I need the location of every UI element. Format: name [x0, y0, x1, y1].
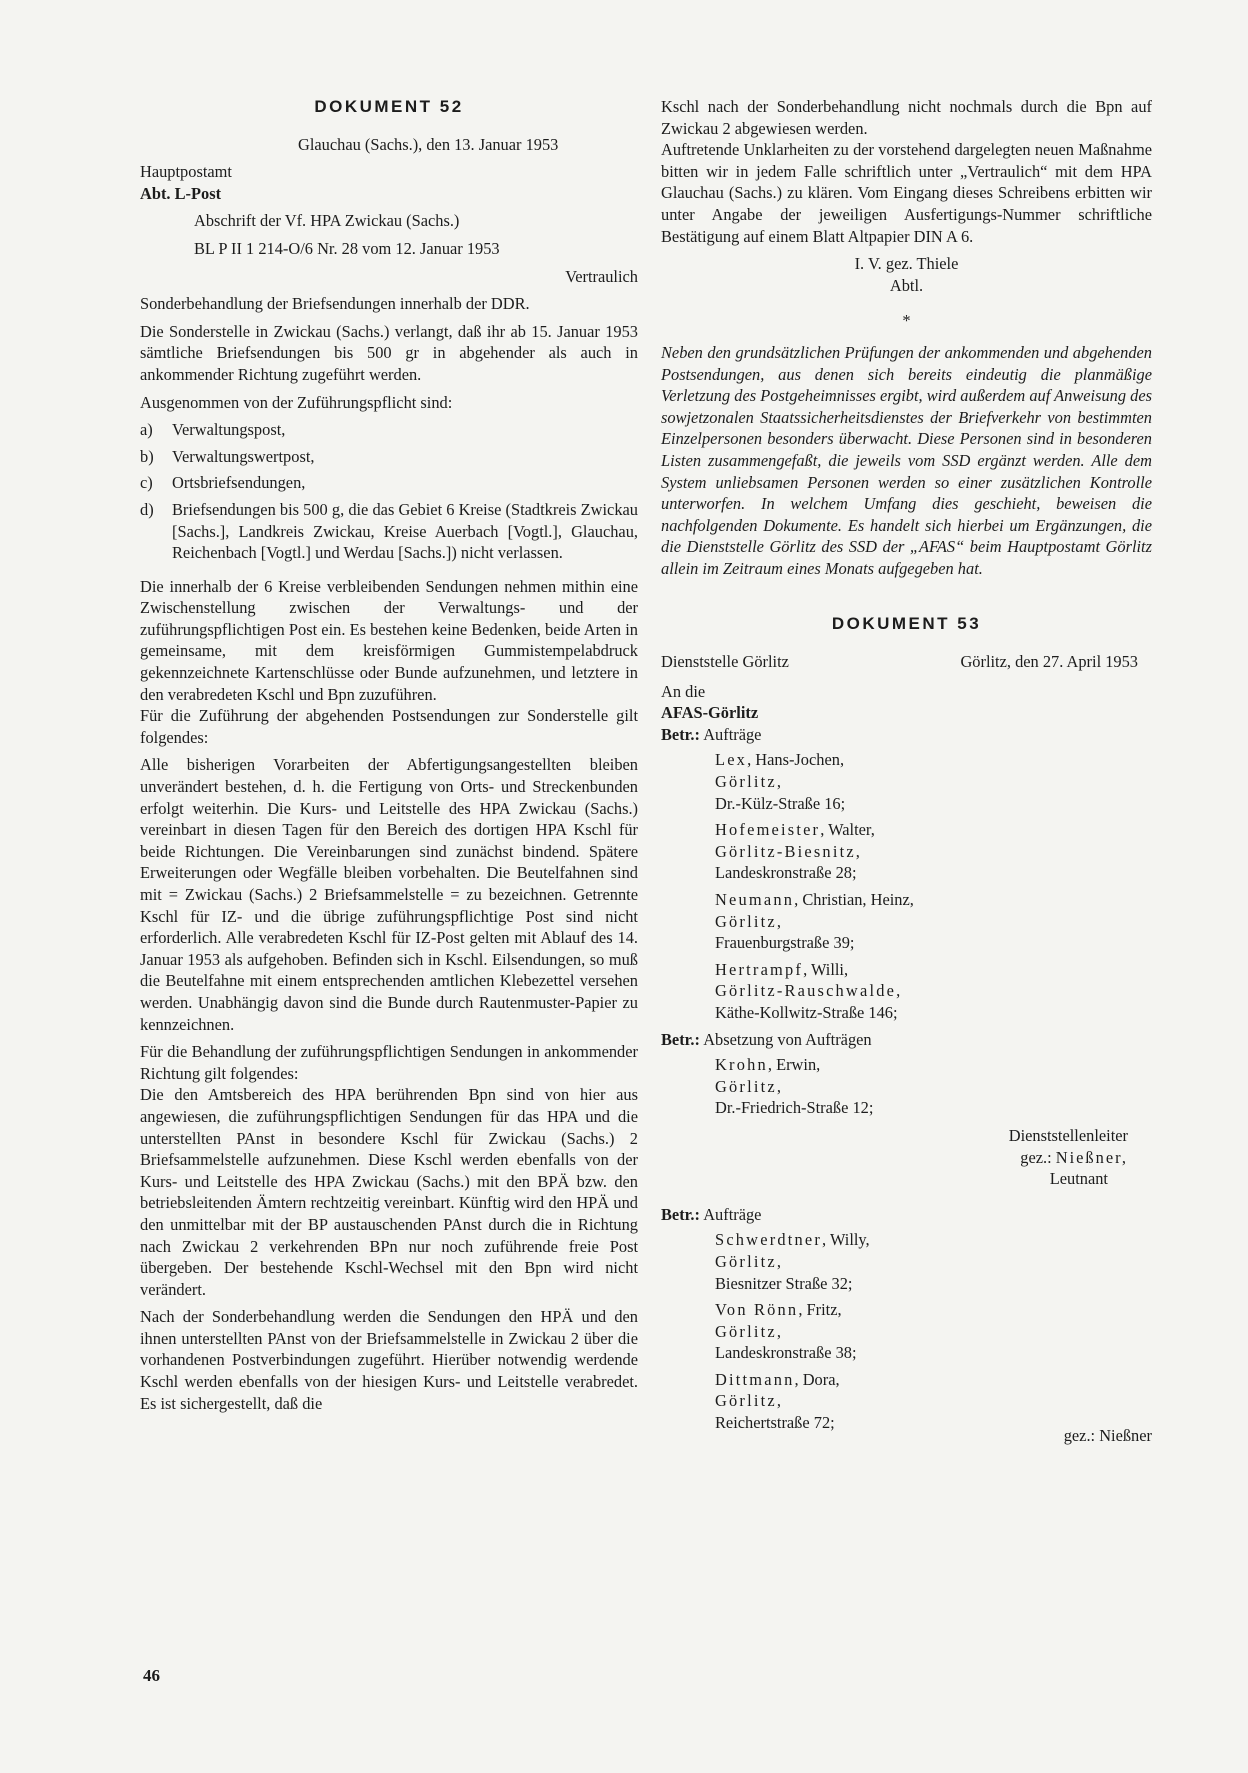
signature-line: I. V. gez. Thiele — [854, 254, 959, 274]
person-city: Görlitz, — [715, 1321, 784, 1341]
paragraph: Kschl nach der Sonderbehandlung nicht nochmals durch die Bpn auf Zwickau 2 abgewiesen werden. — [661, 97, 1152, 138]
separator-star: * — [902, 311, 911, 331]
address-recipient: AFAS-Görlitz — [661, 703, 759, 723]
person-city: Görlitz, — [715, 1251, 784, 1271]
list-item — [140, 499, 638, 564]
person-surname: Schwerdtner — [715, 1230, 823, 1250]
paragraph: Für die Behandlung der zuführungspflichtigen Sendungen in ankommender Richtung gilt folgendes: — [140, 1042, 638, 1083]
copy-line: Abschrift der Vf. HPA Zwickau (Sachs.) — [194, 211, 460, 231]
document-53-header — [661, 651, 1152, 673]
paragraph: Die Sonderstelle in Zwickau (Sachs.) verlangt, daß ihr ab 15. Januar 1953 sämtliche Briefsendungen bis 500 gr in abgehender als auch in ankommender Richtung zugeführt werden. — [140, 321, 638, 384]
subject-line — [661, 1029, 1152, 1051]
person-list — [661, 1054, 1152, 1119]
person-surname: Lex — [715, 750, 748, 770]
reference-line: BL P II 1 214-O/6 Nr. 28 vom 12. Januar 1953 — [194, 238, 500, 258]
subject-label: Betr.: — [661, 1204, 700, 1224]
list-item-text: Briefsendungen bis 500 g, die das Gebiet 6 Kreise (Stadtkreis Zwickau [Sachs.], Landkreis Zwickau, Kreise Auerbach [Vogtl.], Glauchau, Reichenbach [Vogtl.] und Werdau [Sachs.]) nicht verlassen. — [172, 499, 638, 563]
person-street: Biesnitzer Straße 32; — [715, 1273, 853, 1293]
exceptions-intro: Ausgenommen von der Zuführungspflicht sind: — [140, 392, 453, 412]
person-street: Landeskronstraße 38; — [715, 1343, 857, 1363]
signature-name: Nießner, — [1055, 1147, 1128, 1167]
list-item-text: Verwaltungspost, — [172, 420, 286, 440]
person-city: Görlitz, — [715, 911, 784, 931]
person-city: Görlitz, — [715, 1391, 784, 1411]
person-street: Reichertstraße 72; — [715, 1413, 835, 1433]
subject-text: Aufträge — [703, 724, 762, 744]
person-surname: Hofemeister — [715, 820, 821, 840]
list-item-label: b) — [140, 446, 154, 466]
list-item-text: Ortsbriefsendungen, — [172, 473, 306, 493]
paragraph: Nach der Sonderbehandlung werden die Sendungen den HPÄ und den ihnen unterstellten PAnst von der Briefsammelstelle in Zwickau 2 über die vorhandenen Postverbindungen zugeführt. Hierüber notwendig werdende Kschl werden ebenfalls von der hiesigen Kurs- und Leitstelle verabredet. Es ist sichergestellt, daß die — [140, 1307, 638, 1413]
document-53-heading: DOKUMENT 53 — [831, 614, 982, 634]
person-list — [661, 749, 1152, 1023]
list-item — [140, 472, 638, 494]
person-given-name: , Hans-Jochen, — [747, 750, 845, 770]
paragraph: Die innerhalb der 6 Kreise verbleibenden Sendungen nehmen mithin eine Zwischenstellung zwischen der Verwaltungs- und der zuführungspflichtigen Post ein. Es bestehen keine Bedenken, beide Arten in gemeinsame, mit dem kreisförmigen Gummistempelabdruck gekennzeichnete Kartenschlüsse oder Bunde aufzunehmen, und letztere in den verabredeten Kschl und Bpn zuzuführen. — [140, 576, 638, 704]
person-name — [715, 1299, 1152, 1321]
subject: Sonderbehandlung der Briefsendungen innerhalb der DDR. — [140, 294, 530, 314]
person-name — [715, 1054, 1152, 1076]
person-name — [715, 749, 1152, 771]
person-city: Görlitz, — [715, 1076, 784, 1096]
signature-block — [661, 1125, 1152, 1190]
person-entry — [661, 1054, 1152, 1119]
paragraph: Die den Amtsbereich des HPA berührenden Bpn sind von hier aus angewiesen, die zuführungspflichtigen Sendungen für das HPA und die unterstellten PAnst in besondere Kschl für Zwickau (Sachs.) 2 Briefsammelstelle aufzunehmen. Diese Kschl werden ebenfalls von der Kurs- und Leitstelle des HPA Zwickau (Sachs.) mit den BPÄ bzw. den betriebsleitenden Ämtern rechtzeitig vereinbart. Künftig wird den HPÄ und den unmittelbar mit der BP austauschenden PAnst durch die in Richtung nach Zwickau 2 verkehrenden BPn nur noch zuführende freie Post übergeben. Der bestehende Kschl-Wechsel mit den Bpn wird nicht verändert. — [140, 1085, 638, 1299]
person-name — [715, 1229, 1152, 1251]
sender-department: Abt. L-Post — [140, 183, 222, 203]
subject-label: Betr.: — [661, 1029, 700, 1049]
left-column — [140, 96, 638, 1420]
person-given-name: , Willi, — [803, 959, 849, 979]
list-item-label: c) — [140, 473, 153, 493]
person-city: Görlitz, — [715, 772, 784, 792]
person-entry — [661, 819, 1152, 884]
person-given-name: , Dora, — [794, 1369, 840, 1389]
person-street: Landeskronstraße 28; — [715, 863, 857, 883]
person-surname: Von Rönn — [715, 1300, 799, 1320]
list-item-label: d) — [140, 499, 154, 519]
subject-line — [661, 1204, 1152, 1226]
signature-rank: Leutnant — [1049, 1169, 1108, 1189]
list-item-label: a) — [140, 420, 153, 440]
person-given-name: , Fritz, — [798, 1300, 842, 1320]
person-name — [715, 889, 1152, 911]
subject-line — [661, 724, 1152, 746]
document-53-sender: Dienststelle Görlitz — [661, 652, 789, 672]
person-entry — [661, 889, 1152, 954]
editorial-comment: Neben den grundsätzlichen Prüfungen der ankommenden und abgehenden Postsendungen, aus denen sich bereits eindeutig die planmäßige Verletzung des Postgeheimnisses ergibt, wird außerdem auf Anweisung des sowjetzonalen Staatssicherheitsdienstes der Briefverkehr von bestimmten Einzelpersonen besonders überwacht. Diese Personen sind in besonderen Listen zusammengefaßt, die jeweils vom SSD ergänzt werden. Alle dem System unliebsamen Personen werden so einer zusätzlichen Kontrolle unterworfen. In welchem Umfang dies geschieht, beweisen die nachfolgenden Dokumente. Es handelt sich hierbei um Ergänzungen, die die Dienststelle Görlitz des SSD der „AFAS“ beim Hauptpostamt Görlitz allein im Zeitraum eines Monats aufgegeben hat. — [661, 342, 1152, 578]
person-entry — [661, 749, 1152, 814]
person-given-name: , Walter, — [820, 820, 875, 840]
subject-label: Betr.: — [661, 724, 700, 744]
person-street: Dr.-Külz-Straße 16; — [715, 793, 846, 813]
person-surname: Neumann — [715, 890, 795, 909]
signature-department: Abtl. — [889, 275, 924, 295]
list-item — [140, 446, 638, 468]
person-entry — [661, 959, 1152, 1024]
person-name — [715, 959, 1152, 981]
person-given-name: , Erwin, — [767, 1055, 821, 1075]
person-surname: Krohn — [715, 1055, 768, 1075]
person-street: Frauenburgstraße 39; — [715, 933, 855, 953]
signature-gez: gez.: — [1020, 1147, 1052, 1167]
document-52-heading: DOKUMENT 52 — [314, 97, 464, 116]
person-entry — [661, 1299, 1152, 1364]
signature-title: Dienststellenleiter — [1008, 1125, 1128, 1145]
paragraph: Alle bisherigen Vorarbeiten der Abfertigungsangestellten bleiben unverändert bestehen, d. h. die Fertigung von Orts- und Streckenbunden erfolgt weiterhin. Die Kurs- und Leitstelle des HPA Zwickau (Sachs.) vereinbart in diesen Tagen für den Bereich des dortigen HPA Kschl für beide Richtungen. Die Vereinbarungen sind zunächst bindend. Spätere Erweiterungen oder Wegfälle bleiben vorbehalten. Die Beutelfahnen sind mit = Zwickau (Sachs.) 2 Briefsammelstelle = zu bezeichnen. Getrennte Kschl für IZ- und die übrige zuführungspflichtige Post sind nicht erforderlich. Alle verabredeten Kschl für IZ-Post gelten mit Ablauf des 14. Januar 1953 als aufgehoben. Befinden sich in Kschl. Eilsendungen, so muß die Beutelfahne mit einem entsprechenden amtlichen Klebezettel versehen werden. Unabhängig davon sind die Bunde durch Rautenmuster-Papier zu kennzeichnen. — [140, 755, 638, 1034]
list-item-text: Verwaltungswertpost, — [172, 446, 315, 466]
person-given-name: , Christian, Heinz, — [794, 890, 914, 909]
exceptions-list — [140, 419, 638, 564]
document-53-date: Görlitz, den 27. April 1953 — [960, 652, 1138, 672]
subject-text: Aufträge — [703, 1204, 762, 1224]
paragraph: Auftretende Unklarheiten zu der vorstehend dargelegten neuen Maßnahme bitten wir in jedem Falle schriftlich unter „Vertraulich“ mit dem HPA Glauchau (Sachs.) zu klären. Vom Eingang dieses Schreibens erbitten wir unter Angabe der jeweiligen Ausfertigungs-Nummer schriftliche Bestätigung auf einem Blatt Altpapier DIN A 6. — [661, 140, 1152, 246]
place-date: Glauchau (Sachs.), den 13. Januar 1953 — [298, 134, 559, 154]
person-street: Dr.-Friedrich-Straße 12; — [715, 1098, 874, 1118]
person-city: Görlitz-Rauschwalde, — [715, 981, 903, 1001]
address-line: An die — [661, 681, 706, 701]
page-number: 46 — [143, 1666, 160, 1685]
person-surname: Hertrampf — [715, 959, 804, 979]
final-signature: gez.: Nießner — [1063, 1425, 1152, 1445]
person-surname: Dittmann — [715, 1369, 795, 1389]
person-name — [715, 1369, 1152, 1391]
list-item — [140, 419, 638, 441]
sender-line: Hauptpostamt — [140, 162, 232, 182]
right-column — [661, 96, 1152, 1452]
person-list — [661, 1229, 1152, 1433]
person-entry — [661, 1229, 1152, 1294]
person-street: Käthe-Kollwitz-Straße 146; — [715, 1002, 898, 1022]
classification: Vertraulich — [565, 266, 638, 286]
paragraph: Für die Zuführung der abgehenden Postsendungen zur Sonderstelle gilt folgendes: — [140, 706, 638, 747]
person-city: Görlitz-Biesnitz, — [715, 841, 863, 861]
person-name — [715, 819, 1152, 841]
person-given-name: , Willy, — [822, 1230, 870, 1250]
signature-name-line — [661, 1147, 1128, 1169]
subject-text: Absetzung von Aufträgen — [703, 1029, 872, 1049]
